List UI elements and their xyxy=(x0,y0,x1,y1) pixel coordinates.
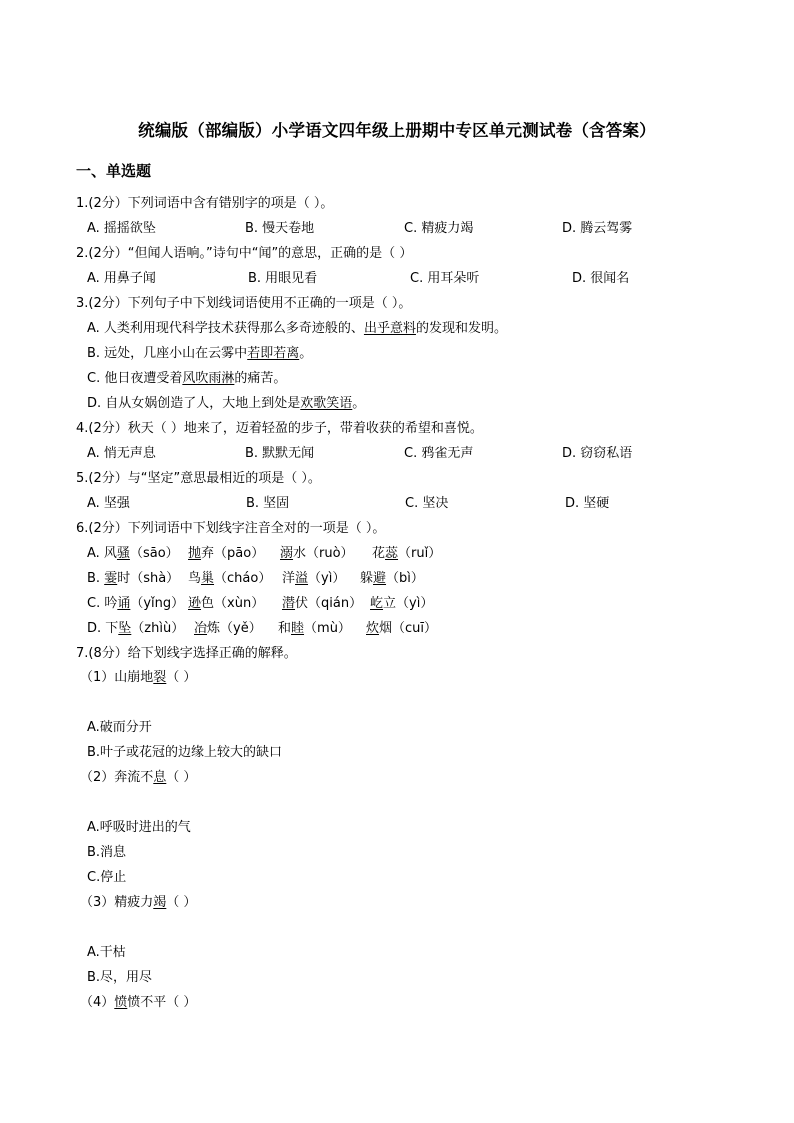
question-2-option-d: D. 很闻名 xyxy=(572,271,630,286)
question-7-part-2-choice-a: A.呼吸时进出的气 xyxy=(87,820,191,835)
question-3-option-d: D. 自从女娲创造了人，大地上到处是欢歌笑语。 xyxy=(87,396,366,411)
document-title: 统编版（部编版）小学语文四年级上册期中专区单元测试卷（含答案） xyxy=(138,121,656,140)
question-4-option-a: A. 悄无声息 xyxy=(87,446,156,461)
question-2-option-a: A. 用鼻子闻 xyxy=(87,271,156,286)
question-6-c-word-3: 潜伏（qián） xyxy=(282,596,363,611)
question-6-c-word-1: C. 吟诵（yǐng） xyxy=(87,596,185,611)
question-7-stem: 7.(8分）给下划线字选择正确的解释。 xyxy=(76,646,297,661)
question-2-option-c: C. 用耳朵听 xyxy=(410,271,480,286)
question-6-stem: 6.(2分）下列词语中下划线字注音全对的一项是（ ）。 xyxy=(76,521,386,536)
question-1-option-b: B. 慢天卷地 xyxy=(245,221,315,236)
question-6-b-word-4: 躲避（bì） xyxy=(360,571,424,586)
question-7-part-1-choice-b: B.叶子或花冠的边缘上较大的缺口 xyxy=(87,745,283,760)
question-1-option-d: D. 腾云驾雾 xyxy=(562,221,633,236)
question-7-part-1-choice-a: A.破而分开 xyxy=(87,720,152,735)
question-1-option-a: A. 摇摇欲坠 xyxy=(87,221,156,236)
question-6-a-word-2: 抛弃（pāo） xyxy=(188,546,265,561)
question-6-b-word-3: 洋溢（yì） xyxy=(282,571,346,586)
question-6-d-word-2: 冶炼（yě） xyxy=(194,621,262,636)
question-3-option-b: B. 远处，几座小山在云雾中若即若离。 xyxy=(87,346,313,361)
question-6-b-word-2: 鸟巢（cháo） xyxy=(188,571,272,586)
question-7-part-2: （2）奔流不息（ ） xyxy=(80,770,197,785)
question-3-stem: 3.(2分）下列句子中下划线词语使用不正确的一项是（ ）。 xyxy=(76,296,412,311)
question-3-option-a: A. 人类利用现代科学技术获得那么多奇迹般的、出乎意料的发现和发明。 xyxy=(87,321,507,336)
question-4-option-b: B. 默默无闻 xyxy=(245,446,315,461)
question-6-c-word-2: 逊色（xùn） xyxy=(188,596,265,611)
question-5-stem: 5.(2分）与“坚定”意思最相近的项是（ ）。 xyxy=(76,471,321,486)
question-6-a-word-3: 溺水（ruò） xyxy=(280,546,354,561)
question-7-part-2-choice-b: B.消息 xyxy=(87,845,127,860)
question-7-part-2-choice-c: C.停止 xyxy=(87,870,127,885)
question-2-option-b: B. 用眼见看 xyxy=(248,271,318,286)
question-7-part-3-choice-a: A.干枯 xyxy=(87,945,126,960)
question-6-d-word-1: D. 下坠（zhìù） xyxy=(87,621,185,636)
question-1-option-c: C. 精疲力竭 xyxy=(404,221,474,236)
question-1-stem: 1.(2分）下列词语中含有错别字的项是（ ）。 xyxy=(76,196,334,211)
question-6-c-word-4: 屹立（yì） xyxy=(370,596,434,611)
question-4-stem: 4.(2分）秋天（ ）地来了，迈着轻盈的步子，带着收获的希望和喜悦。 xyxy=(76,421,483,436)
question-7-part-3: （3）精疲力竭（ ） xyxy=(80,895,197,910)
question-7-part-1: （1）山崩地裂（ ） xyxy=(80,670,197,685)
question-7-part-4: （4）愤愤不平（ ） xyxy=(80,995,197,1010)
question-4-option-d: D. 窃窃私语 xyxy=(562,446,633,461)
question-5-option-a: A. 坚强 xyxy=(87,496,130,511)
question-3-option-c: C. 他日夜遭受着风吹雨淋的痛苦。 xyxy=(87,371,287,386)
question-6-d-word-3: 和睦（mù） xyxy=(278,621,351,636)
section-heading: 一、单选题 xyxy=(76,162,152,180)
question-4-option-c: C. 鸦雀无声 xyxy=(404,446,474,461)
question-2-stem: 2.(2分）“但闻人语响。”诗句中“闻”的意思，正确的是（ ） xyxy=(76,246,413,261)
question-7-part-3-choice-b: B.尽，用尽 xyxy=(87,970,153,985)
question-5-option-d: D. 坚硬 xyxy=(565,496,610,511)
question-6-b-word-1: B. 霎时（shà） xyxy=(87,571,180,586)
question-6-a-word-4: 花蕊（ruǐ） xyxy=(372,546,442,561)
question-6-a-word-1: A. 风骚（sāo） xyxy=(87,546,179,561)
question-5-option-c: C. 坚决 xyxy=(405,496,449,511)
question-6-d-word-4: 炊烟（cuī） xyxy=(366,621,438,636)
question-5-option-b: B. 坚固 xyxy=(246,496,290,511)
